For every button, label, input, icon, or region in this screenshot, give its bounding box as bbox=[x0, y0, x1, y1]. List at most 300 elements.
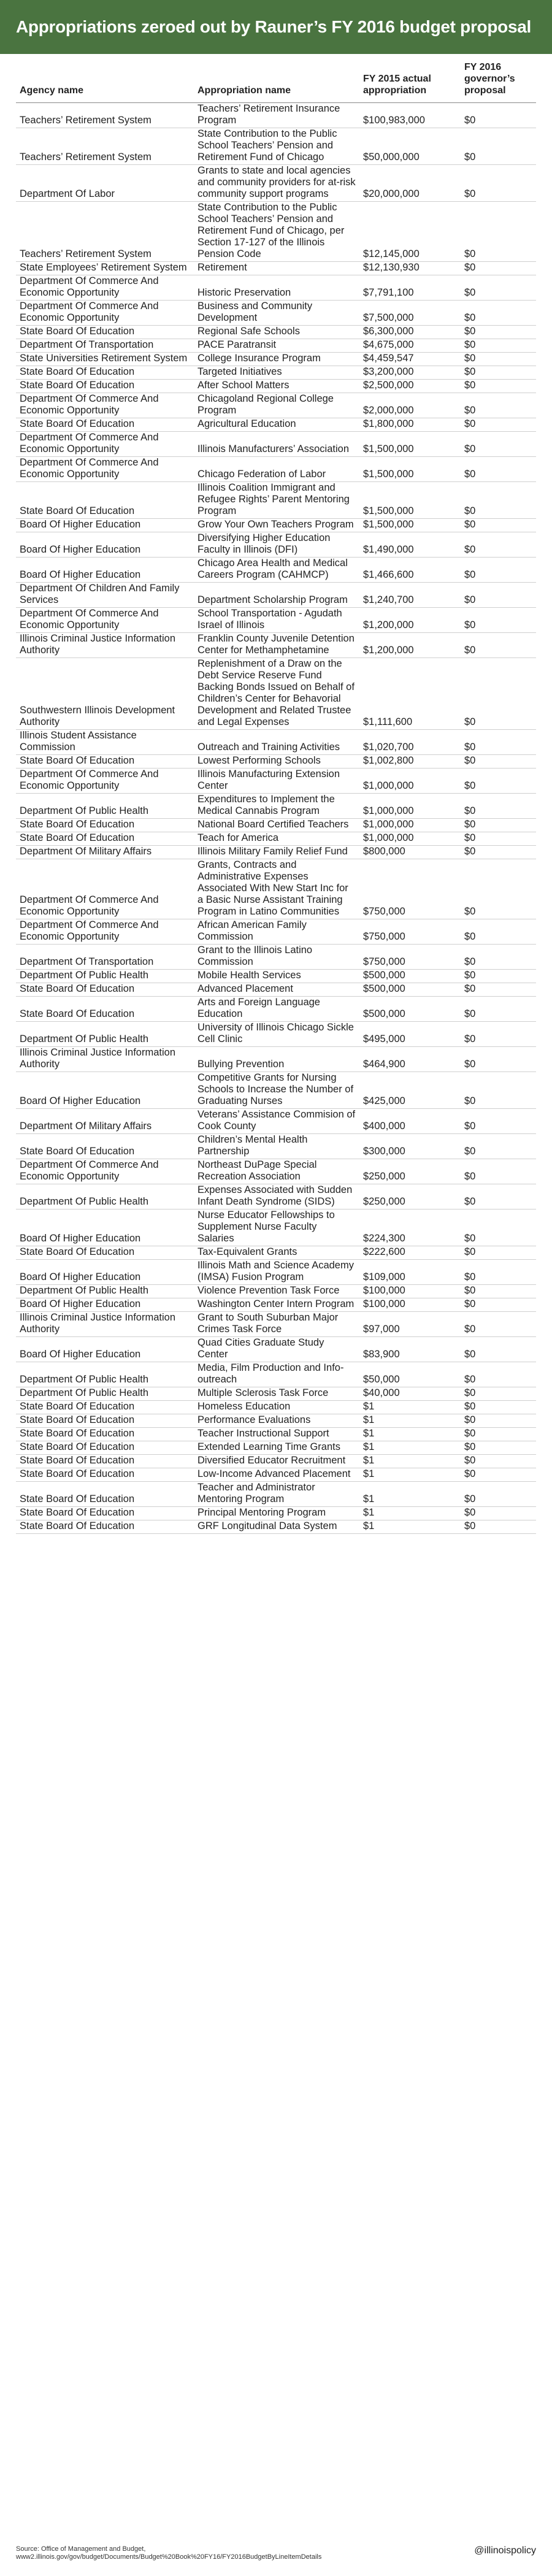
fy2016-amount-cell: $0 bbox=[461, 983, 536, 997]
agency-cell: State Board Of Education bbox=[16, 1507, 194, 1520]
agency-cell: Department Of Commerce And Economic Opportunity bbox=[16, 859, 194, 919]
appropriation-cell: Lowest Performing Schools bbox=[194, 755, 359, 769]
agency-cell: Illinois Criminal Justice Information Authority bbox=[16, 1047, 194, 1072]
appropriation-cell: Washington Center Intern Program bbox=[194, 1298, 359, 1312]
agency-cell: State Board Of Education bbox=[16, 1246, 194, 1260]
fy2016-amount-cell: $0 bbox=[461, 366, 536, 380]
table-row bbox=[16, 393, 536, 418]
table-row bbox=[16, 1401, 536, 1414]
fy2015-amount-cell: $1 bbox=[359, 1468, 461, 1482]
fy2016-amount-cell: $0 bbox=[461, 1468, 536, 1482]
fy2016-amount-cell: $0 bbox=[461, 997, 536, 1022]
table-row bbox=[16, 1312, 536, 1337]
fy2016-amount-cell: $0 bbox=[461, 418, 536, 432]
agency-cell: Department Of Transportation bbox=[16, 945, 194, 970]
agency-cell: State Employees’ Retirement System bbox=[16, 262, 194, 275]
appropriation-cell: Illinois Manufacturers’ Association bbox=[194, 432, 359, 457]
appropriation-cell: Grants, Contracts and Administrative Expenses Associated With New Start Inc for a Basic Nurse Assistant Training Program in Latino Communities bbox=[194, 859, 359, 919]
fy2016-amount-cell: $0 bbox=[461, 1507, 536, 1520]
appropriation-cell: Chicago Area Health and Medical Careers Program (CAHMCP) bbox=[194, 558, 359, 583]
appropriation-cell: Teacher and Administrator Mentoring Program bbox=[194, 1482, 359, 1507]
fy2016-amount-cell: $0 bbox=[461, 846, 536, 859]
fy2015-amount-cell: $1,200,000 bbox=[359, 608, 461, 633]
table-row bbox=[16, 1507, 536, 1520]
agency-cell: Teachers’ Retirement System bbox=[16, 202, 194, 262]
table-row bbox=[16, 1184, 536, 1209]
table-row bbox=[16, 1072, 536, 1109]
fy2016-amount-cell: $0 bbox=[461, 1246, 536, 1260]
fy2015-amount-cell: $100,000 bbox=[359, 1298, 461, 1312]
table-row bbox=[16, 1455, 536, 1468]
agency-cell: Illinois Student Assistance Commission bbox=[16, 730, 194, 755]
agency-cell: Department Of Public Health bbox=[16, 1387, 194, 1401]
fy2016-amount-cell: $0 bbox=[461, 970, 536, 983]
fy2015-amount-cell: $1 bbox=[359, 1401, 461, 1414]
fy2015-amount-cell: $50,000 bbox=[359, 1362, 461, 1387]
fy2016-amount-cell: $0 bbox=[461, 1441, 536, 1455]
table-row bbox=[16, 1387, 536, 1401]
agency-cell: State Board Of Education bbox=[16, 819, 194, 832]
table-row bbox=[16, 482, 536, 519]
fy2015-amount-cell: $400,000 bbox=[359, 1109, 461, 1134]
table-row bbox=[16, 633, 536, 658]
fy2016-amount-cell: $0 bbox=[461, 1414, 536, 1428]
table-row bbox=[16, 380, 536, 393]
fy2015-amount-cell: $1,020,700 bbox=[359, 730, 461, 755]
agency-cell: State Board Of Education bbox=[16, 326, 194, 339]
appropriation-cell: Illinois Coalition Immigrant and Refugee Rights’ Parent Mentoring Program bbox=[194, 482, 359, 519]
table-row bbox=[16, 997, 536, 1022]
fy2016-amount-cell: $0 bbox=[461, 1482, 536, 1507]
appropriation-cell: State Contribution to the Public School Teachers’ Pension and Retirement Fund of Chicago bbox=[194, 128, 359, 165]
table-row bbox=[16, 983, 536, 997]
fy2015-amount-cell: $100,000 bbox=[359, 1285, 461, 1298]
table-row bbox=[16, 1022, 536, 1047]
appropriation-cell: Teachers’ Retirement Insurance Program bbox=[194, 103, 359, 128]
fy2016-amount-cell: $0 bbox=[461, 919, 536, 945]
appropriation-cell: Illinois Military Family Relief Fund bbox=[194, 846, 359, 859]
fy2015-amount-cell: $12,130,930 bbox=[359, 262, 461, 275]
agency-cell: State Board Of Education bbox=[16, 983, 194, 997]
table-row bbox=[16, 755, 536, 769]
appropriation-cell: Bullying Prevention bbox=[194, 1047, 359, 1072]
footer bbox=[16, 2545, 536, 2561]
appropriation-cell: Tax-Equivalent Grants bbox=[194, 1246, 359, 1260]
fy2016-amount-cell: $0 bbox=[461, 457, 536, 482]
table-row bbox=[16, 1285, 536, 1298]
fy2016-amount-cell: $0 bbox=[461, 532, 536, 558]
fy2016-amount-cell: $0 bbox=[461, 730, 536, 755]
fy2015-amount-cell: $1 bbox=[359, 1428, 461, 1441]
table-row bbox=[16, 275, 536, 301]
fy2015-amount-cell: $3,200,000 bbox=[359, 366, 461, 380]
fy2015-amount-cell: $250,000 bbox=[359, 1184, 461, 1209]
appropriation-cell: Chicagoland Regional College Program bbox=[194, 393, 359, 418]
agency-cell: Department Of Military Affairs bbox=[16, 846, 194, 859]
appropriation-cell: Northeast DuPage Special Recreation Association bbox=[194, 1159, 359, 1184]
fy2015-amount-cell: $1 bbox=[359, 1441, 461, 1455]
appropriation-cell: GRF Longitudinal Data System bbox=[194, 1520, 359, 1534]
fy2015-amount-cell: $7,500,000 bbox=[359, 301, 461, 326]
table-row bbox=[16, 165, 536, 202]
fy2016-amount-cell: $0 bbox=[461, 1184, 536, 1209]
agency-cell: Teachers’ Retirement System bbox=[16, 128, 194, 165]
agency-cell: State Board Of Education bbox=[16, 755, 194, 769]
appropriation-cell: African American Family Commission bbox=[194, 919, 359, 945]
agency-cell: Illinois Criminal Justice Information Authority bbox=[16, 633, 194, 658]
agency-cell: Department Of Commerce And Economic Opportunity bbox=[16, 608, 194, 633]
fy2016-amount-cell: $0 bbox=[461, 608, 536, 633]
agency-cell: Department Of Commerce And Economic Opportunity bbox=[16, 301, 194, 326]
fy2016-amount-cell: $0 bbox=[461, 583, 536, 608]
agency-cell: State Board Of Education bbox=[16, 1520, 194, 1534]
appropriation-cell: Quad Cities Graduate Study Center bbox=[194, 1337, 359, 1362]
appropriation-cell: Grant to South Suburban Major Crimes Task Force bbox=[194, 1312, 359, 1337]
fy2015-amount-cell: $7,791,100 bbox=[359, 275, 461, 301]
agency-cell: Department Of Public Health bbox=[16, 794, 194, 819]
fy2016-amount-cell: $0 bbox=[461, 1209, 536, 1246]
table-row bbox=[16, 339, 536, 353]
agency-cell: Southwestern Illinois Development Authority bbox=[16, 658, 194, 730]
fy2016-amount-cell: $0 bbox=[461, 353, 536, 366]
fy2015-amount-cell: $1,500,000 bbox=[359, 457, 461, 482]
table-row bbox=[16, 769, 536, 794]
appropriation-cell: PACE Paratransit bbox=[194, 339, 359, 353]
table-row bbox=[16, 558, 536, 583]
table-row bbox=[16, 919, 536, 945]
fy2015-amount-cell: $500,000 bbox=[359, 970, 461, 983]
agency-cell: State Board Of Education bbox=[16, 380, 194, 393]
fy2016-amount-cell: $0 bbox=[461, 859, 536, 919]
appropriation-cell: Grow Your Own Teachers Program bbox=[194, 519, 359, 532]
fy2015-amount-cell: $1 bbox=[359, 1482, 461, 1507]
table-row bbox=[16, 1159, 536, 1184]
fy2016-amount-cell: $0 bbox=[461, 380, 536, 393]
fy2016-amount-cell: $0 bbox=[461, 1401, 536, 1414]
table-row bbox=[16, 1468, 536, 1482]
fy2016-amount-cell: $0 bbox=[461, 1312, 536, 1337]
table-row bbox=[16, 1441, 536, 1455]
column-header-fy2016: FY 2016 governor’s proposal bbox=[461, 54, 536, 103]
appropriation-cell: Replenishment of a Draw on the Debt Service Reserve Fund Backing Bonds Issued on Behalf of Children’s Center for Behavorial Development and Related Trustee and Legal Expenses bbox=[194, 658, 359, 730]
fy2016-amount-cell: $0 bbox=[461, 1109, 536, 1134]
table-row bbox=[16, 794, 536, 819]
table-row bbox=[16, 1109, 536, 1134]
fy2016-amount-cell: $0 bbox=[461, 393, 536, 418]
appropriation-cell: Multiple Sclerosis Task Force bbox=[194, 1387, 359, 1401]
appropriation-cell: Teacher Instructional Support bbox=[194, 1428, 359, 1441]
fy2016-amount-cell: $0 bbox=[461, 1428, 536, 1441]
fy2015-amount-cell: $1 bbox=[359, 1455, 461, 1468]
appropriation-cell: Arts and Foreign Language Education bbox=[194, 997, 359, 1022]
agency-cell: State Board Of Education bbox=[16, 997, 194, 1022]
fy2015-amount-cell: $12,145,000 bbox=[359, 202, 461, 262]
agency-cell: Board Of Higher Education bbox=[16, 1260, 194, 1285]
fy2016-amount-cell: $0 bbox=[461, 1022, 536, 1047]
fy2016-amount-cell: $0 bbox=[461, 1455, 536, 1468]
fy2016-amount-cell: $0 bbox=[461, 128, 536, 165]
fy2015-amount-cell: $1,800,000 bbox=[359, 418, 461, 432]
appropriation-cell: Nurse Educator Fellowships to Supplement Nurse Faculty Salaries bbox=[194, 1209, 359, 1246]
fy2015-amount-cell: $1,500,000 bbox=[359, 519, 461, 532]
appropriation-cell: Advanced Placement bbox=[194, 983, 359, 997]
agency-cell: Department Of Public Health bbox=[16, 1184, 194, 1209]
fy2015-amount-cell: $109,000 bbox=[359, 1260, 461, 1285]
column-header-appropriation: Appropriation name bbox=[194, 54, 359, 103]
fy2015-amount-cell: $100,983,000 bbox=[359, 103, 461, 128]
fy2015-amount-cell: $500,000 bbox=[359, 997, 461, 1022]
appropriation-cell: State Contribution to the Public School Teachers’ Pension and Retirement Fund of Chicago, per Section 17-127 of the Illinois Pension Code bbox=[194, 202, 359, 262]
appropriation-cell: Homeless Education bbox=[194, 1401, 359, 1414]
appropriation-cell: Outreach and Training Activities bbox=[194, 730, 359, 755]
appropriation-cell: Extended Learning Time Grants bbox=[194, 1441, 359, 1455]
appropriation-cell: Media, Film Production and Info-outreach bbox=[194, 1362, 359, 1387]
appropriation-cell: Low-Income Advanced Placement bbox=[194, 1468, 359, 1482]
fy2015-amount-cell: $750,000 bbox=[359, 945, 461, 970]
fy2015-amount-cell: $224,300 bbox=[359, 1209, 461, 1246]
agency-cell: State Board Of Education bbox=[16, 418, 194, 432]
agency-cell: Board Of Higher Education bbox=[16, 1337, 194, 1362]
agency-cell: Teachers’ Retirement System bbox=[16, 103, 194, 128]
fy2016-amount-cell: $0 bbox=[461, 103, 536, 128]
fy2016-amount-cell: $0 bbox=[461, 769, 536, 794]
table-row bbox=[16, 730, 536, 755]
table-row bbox=[16, 583, 536, 608]
appropriation-cell: Grant to the Illinois Latino Commission bbox=[194, 945, 359, 970]
fy2015-amount-cell: $1,240,700 bbox=[359, 583, 461, 608]
table-container bbox=[0, 54, 552, 1534]
appropriation-cell: Retirement bbox=[194, 262, 359, 275]
fy2015-amount-cell: $800,000 bbox=[359, 846, 461, 859]
fy2016-amount-cell: $0 bbox=[461, 1072, 536, 1109]
table-row bbox=[16, 819, 536, 832]
appropriation-cell: Teach for America bbox=[194, 832, 359, 846]
fy2016-amount-cell: $0 bbox=[461, 794, 536, 819]
table-row bbox=[16, 366, 536, 380]
fy2015-amount-cell: $1,500,000 bbox=[359, 482, 461, 519]
fy2016-amount-cell: $0 bbox=[461, 202, 536, 262]
agency-cell: Board Of Higher Education bbox=[16, 1298, 194, 1312]
fy2015-amount-cell: $464,900 bbox=[359, 1047, 461, 1072]
agency-cell: Department Of Labor bbox=[16, 165, 194, 202]
agency-cell: State Board Of Education bbox=[16, 1482, 194, 1507]
agency-cell: Department Of Children And Family Services bbox=[16, 583, 194, 608]
appropriation-cell: Grants to state and local agencies and community providers for at-risk community support programs bbox=[194, 165, 359, 202]
appropriation-cell: Veterans’ Assistance Commision of Cook County bbox=[194, 1109, 359, 1134]
fy2016-amount-cell: $0 bbox=[461, 819, 536, 832]
fy2015-amount-cell: $4,675,000 bbox=[359, 339, 461, 353]
fy2016-amount-cell: $0 bbox=[461, 165, 536, 202]
fy2016-amount-cell: $0 bbox=[461, 301, 536, 326]
fy2016-amount-cell: $0 bbox=[461, 1047, 536, 1072]
title-banner bbox=[0, 0, 552, 54]
agency-cell: Department Of Public Health bbox=[16, 1285, 194, 1298]
appropriation-cell: Chicago Federation of Labor bbox=[194, 457, 359, 482]
fy2015-amount-cell: $1,500,000 bbox=[359, 432, 461, 457]
table-row bbox=[16, 128, 536, 165]
appropriation-cell: Performance Evaluations bbox=[194, 1414, 359, 1428]
fy2015-amount-cell: $1,490,000 bbox=[359, 532, 461, 558]
fy2016-amount-cell: $0 bbox=[461, 262, 536, 275]
table-row bbox=[16, 262, 536, 275]
agency-cell: State Board Of Education bbox=[16, 832, 194, 846]
table-row bbox=[16, 1209, 536, 1246]
table-row bbox=[16, 658, 536, 730]
table-row bbox=[16, 418, 536, 432]
appropriation-cell: Historic Preservation bbox=[194, 275, 359, 301]
table-row bbox=[16, 457, 536, 482]
table-row bbox=[16, 532, 536, 558]
appropriations-table bbox=[16, 54, 536, 1534]
table-row bbox=[16, 1260, 536, 1285]
fy2016-amount-cell: $0 bbox=[461, 1159, 536, 1184]
table-row bbox=[16, 432, 536, 457]
appropriation-cell: Mobile Health Services bbox=[194, 970, 359, 983]
agency-cell: State Board Of Education bbox=[16, 1401, 194, 1414]
agency-cell: State Board Of Education bbox=[16, 1468, 194, 1482]
agency-cell: Department Of Commerce And Economic Opportunity bbox=[16, 769, 194, 794]
source-note: Source: Office of Management and Budget, www2.illinois.gov/gov/budget/Documents/Budget%20Book%20FY16/FY2016BudgetByLineItemDetails bbox=[16, 2545, 322, 2561]
appropriation-cell: Business and Community Development bbox=[194, 301, 359, 326]
fy2016-amount-cell: $0 bbox=[461, 1520, 536, 1534]
fy2015-amount-cell: $2,000,000 bbox=[359, 393, 461, 418]
table-row bbox=[16, 1428, 536, 1441]
appropriation-cell: Principal Mentoring Program bbox=[194, 1507, 359, 1520]
agency-cell: Board Of Higher Education bbox=[16, 519, 194, 532]
page-title: Appropriations zeroed out by Rauner’s FY 2016 budget proposal bbox=[16, 17, 531, 36]
agency-cell: Department Of Commerce And Economic Opportunity bbox=[16, 919, 194, 945]
table-row bbox=[16, 970, 536, 983]
agency-cell: State Board Of Education bbox=[16, 1134, 194, 1159]
table-row bbox=[16, 1520, 536, 1534]
fy2016-amount-cell: $0 bbox=[461, 275, 536, 301]
table-row bbox=[16, 202, 536, 262]
appropriation-cell: Diversifying Higher Education Faculty in Illinois (DFI) bbox=[194, 532, 359, 558]
agency-cell: State Board Of Education bbox=[16, 366, 194, 380]
appropriation-cell: Violence Prevention Task Force bbox=[194, 1285, 359, 1298]
fy2015-amount-cell: $1,000,000 bbox=[359, 794, 461, 819]
table-row bbox=[16, 103, 536, 128]
appropriation-cell: College Insurance Program bbox=[194, 353, 359, 366]
fy2016-amount-cell: $0 bbox=[461, 1285, 536, 1298]
table-row bbox=[16, 1482, 536, 1507]
fy2016-amount-cell: $0 bbox=[461, 432, 536, 457]
appropriation-cell: Franklin County Juvenile Detention Center for Methamphetamine bbox=[194, 633, 359, 658]
fy2015-amount-cell: $20,000,000 bbox=[359, 165, 461, 202]
fy2016-amount-cell: $0 bbox=[461, 519, 536, 532]
agency-cell: State Universities Retirement System bbox=[16, 353, 194, 366]
appropriation-cell: Expenditures to Implement the Medical Cannabis Program bbox=[194, 794, 359, 819]
agency-cell: Department Of Public Health bbox=[16, 1022, 194, 1047]
table-row bbox=[16, 1298, 536, 1312]
fy2015-amount-cell: $222,600 bbox=[359, 1246, 461, 1260]
fy2015-amount-cell: $1 bbox=[359, 1520, 461, 1534]
column-header-agency: Agency name bbox=[16, 54, 194, 103]
agency-cell: State Board Of Education bbox=[16, 1414, 194, 1428]
fy2015-amount-cell: $1,000,000 bbox=[359, 769, 461, 794]
fy2016-amount-cell: $0 bbox=[461, 558, 536, 583]
fy2016-amount-cell: $0 bbox=[461, 633, 536, 658]
agency-cell: Department Of Commerce And Economic Opportunity bbox=[16, 393, 194, 418]
table-row bbox=[16, 832, 536, 846]
fy2015-amount-cell: $425,000 bbox=[359, 1072, 461, 1109]
agency-cell: Board Of Higher Education bbox=[16, 1209, 194, 1246]
appropriation-cell: Competitive Grants for Nursing Schools to Increase the Number of Graduating Nurses bbox=[194, 1072, 359, 1109]
agency-cell: Department Of Commerce And Economic Opportunity bbox=[16, 457, 194, 482]
fy2015-amount-cell: $1,111,600 bbox=[359, 658, 461, 730]
fy2016-amount-cell: $0 bbox=[461, 339, 536, 353]
table-row bbox=[16, 301, 536, 326]
agency-cell: Board Of Higher Education bbox=[16, 558, 194, 583]
fy2016-amount-cell: $0 bbox=[461, 658, 536, 730]
twitter-handle: @illinoispolicy bbox=[474, 2545, 536, 2556]
fy2015-amount-cell: $83,900 bbox=[359, 1337, 461, 1362]
appropriation-cell: Department Scholarship Program bbox=[194, 583, 359, 608]
appropriation-cell: National Board Certified Teachers bbox=[194, 819, 359, 832]
column-header-fy2015: FY 2015 actual appropriation bbox=[359, 54, 461, 103]
fy2016-amount-cell: $0 bbox=[461, 482, 536, 519]
fy2015-amount-cell: $50,000,000 bbox=[359, 128, 461, 165]
table-row bbox=[16, 608, 536, 633]
agency-cell: Board Of Higher Education bbox=[16, 1072, 194, 1109]
agency-cell: Board Of Higher Education bbox=[16, 532, 194, 558]
table-row bbox=[16, 326, 536, 339]
agency-cell: Department Of Public Health bbox=[16, 970, 194, 983]
appropriation-cell: University of Illinois Chicago Sickle Cell Clinic bbox=[194, 1022, 359, 1047]
fy2015-amount-cell: $1 bbox=[359, 1414, 461, 1428]
table-row bbox=[16, 1246, 536, 1260]
appropriation-cell: School Transportation - Agudath Israel of Illinois bbox=[194, 608, 359, 633]
fy2016-amount-cell: $0 bbox=[461, 326, 536, 339]
appropriation-cell: Targeted Initiatives bbox=[194, 366, 359, 380]
fy2016-amount-cell: $0 bbox=[461, 1362, 536, 1387]
fy2015-amount-cell: $6,300,000 bbox=[359, 326, 461, 339]
appropriation-cell: Expenses Associated with Sudden Infant Death Syndrome (SIDS) bbox=[194, 1184, 359, 1209]
fy2015-amount-cell: $300,000 bbox=[359, 1134, 461, 1159]
table-row bbox=[16, 1362, 536, 1387]
table-row bbox=[16, 1047, 536, 1072]
agency-cell: State Board Of Education bbox=[16, 1455, 194, 1468]
fy2015-amount-cell: $750,000 bbox=[359, 859, 461, 919]
agency-cell: Department Of Commerce And Economic Opportunity bbox=[16, 1159, 194, 1184]
fy2016-amount-cell: $0 bbox=[461, 755, 536, 769]
fy2015-amount-cell: $97,000 bbox=[359, 1312, 461, 1337]
fy2016-amount-cell: $0 bbox=[461, 1337, 536, 1362]
agency-cell: Department Of Public Health bbox=[16, 1362, 194, 1387]
fy2015-amount-cell: $1,200,000 bbox=[359, 633, 461, 658]
table-row bbox=[16, 1414, 536, 1428]
fy2016-amount-cell: $0 bbox=[461, 1387, 536, 1401]
table-row bbox=[16, 945, 536, 970]
table-row bbox=[16, 1134, 536, 1159]
table-row bbox=[16, 353, 536, 366]
fy2016-amount-cell: $0 bbox=[461, 1260, 536, 1285]
fy2015-amount-cell: $1 bbox=[359, 1507, 461, 1520]
agency-cell: Department Of Commerce And Economic Opportunity bbox=[16, 432, 194, 457]
fy2015-amount-cell: $500,000 bbox=[359, 983, 461, 997]
appropriation-cell: Illinois Math and Science Academy (IMSA) Fusion Program bbox=[194, 1260, 359, 1285]
fy2015-amount-cell: $495,000 bbox=[359, 1022, 461, 1047]
fy2015-amount-cell: $1,002,800 bbox=[359, 755, 461, 769]
agency-cell: State Board Of Education bbox=[16, 482, 194, 519]
agency-cell: Illinois Criminal Justice Information Authority bbox=[16, 1312, 194, 1337]
appropriation-cell: Children’s Mental Health Partnership bbox=[194, 1134, 359, 1159]
appropriation-cell: Agricultural Education bbox=[194, 418, 359, 432]
agency-cell: Department Of Military Affairs bbox=[16, 1109, 194, 1134]
agency-cell: State Board Of Education bbox=[16, 1441, 194, 1455]
fy2015-amount-cell: $40,000 bbox=[359, 1387, 461, 1401]
table-header bbox=[16, 54, 536, 103]
